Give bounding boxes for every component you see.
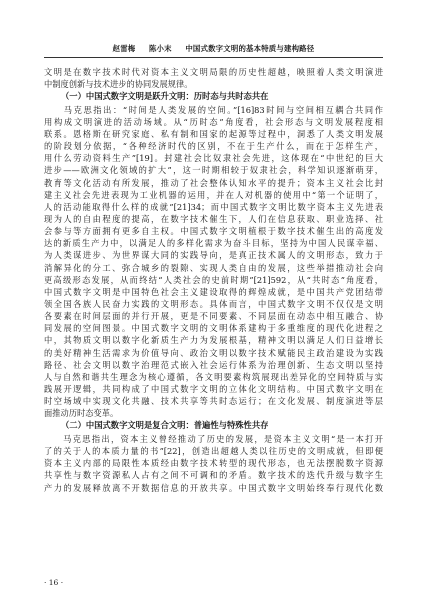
paragraph-line: 达的新质生产力中，以满足人的多样化需求为奋斗目标，坚持为中国人民谋幸福、 (44, 238, 383, 249)
page-number: · 16 · (44, 578, 64, 587)
section-heading: （二）中国式数字文明是复合文明：普遍性与特殊性共存 (61, 420, 269, 431)
paragraph-line: 面推动历时态变革。 (44, 408, 119, 419)
paragraph-line: 文明是在数字技术时代对资本主义文明局限的历史性超越，映照着人类文明演进 (44, 67, 383, 77)
paragraph-line: 中，其物质文明以数字化新质生产力为发展根基，精神文明以满足人们日益增长 (44, 335, 383, 346)
header-author-1: 赵雷梅 (112, 44, 136, 53)
paragraph-line: 马克思指出，资本主义曾经推动了历史的发展，是资本主义文明“是一本打开 (44, 433, 383, 444)
paragraph-line: 中制度创新与技术进步的协同发展规律。 (44, 79, 193, 90)
paragraph-line: 现为人的自由程度的提高，在数字技术催生下，人们在信息获取、职业选择、社 (44, 214, 383, 225)
paragraph-line: 各要素在时间层面的并行开展，更是不同要素、不同层面在动态中相互融合、协 (44, 311, 383, 322)
paragraph-line: 人的活动能取得什么样的成就”[21]34；而中国式数字文明比数字资本主义先进表 (44, 201, 383, 212)
paragraph-line: 更高级形态发展，从而终结“人类社会的史前时期”[21]592，从“共时态”角度看， (44, 274, 383, 285)
paragraph-line: 用什么劳动资料生产”[19]。封建社会比奴隶社会先进，这体现在“中世纪的巨大 (44, 153, 383, 164)
paragraph-line: 马克思指出：“时间是人类发展的空间。”[16]83时间与空间相互耦合共同作 (44, 104, 383, 115)
paragraph-line: 的美好精神生活需求为价值导向、政治文明以数字技术赋能民主政治建设为实践 (44, 347, 383, 358)
running-header (44, 43, 383, 58)
paragraph-line: 践展开逻辑，共同构成了中国式数字文明的立体化文明结构。中国式数字文明在 (44, 384, 383, 395)
header-article-title: 中国式数字文明的基本特质与建构路径 (185, 44, 315, 53)
section-heading: （一）中国式数字文明是跃升文明：历时态与共时态共在 (61, 91, 269, 102)
paragraph-line: 领全国各族人民奋力实践的文明形态。具体而言，中国式数字文明不仅仅是文明 (44, 299, 383, 310)
paragraph-line: 进步——欧洲文化领域的扩大”，这一时期相较于奴隶社会，科学知识逐渐萌芽， (44, 165, 383, 176)
paragraph-line: 中国式数字文明是中国特色社会主义建设取得的辉煌成就，是中国共产党团结带 (44, 286, 383, 297)
paragraph-line: 会参与等方面拥有更多自主权。中国式数字文明植根于数字技术催生出的高度发 (44, 226, 383, 237)
paragraph-line: 联系。恩格斯在研究家庭、私有制和国家的起源等过程中，洞悉了人类文明发展 (44, 129, 383, 140)
header-author-2: 陈小末 (148, 44, 172, 53)
paragraph-line: 共享性与数字资源私人占有之间不可调和的矛盾。数字技术的迭代升级与数字生 (44, 470, 383, 481)
paragraph-line: 为人类谋进步、为世界谋大同的实践导向，是真正技术属人的文明形态，致力于 (44, 250, 383, 261)
paragraph-line: 人与自然和谐共生理念为核心遵循，各文明要素构筑展现出差异化的空间特质与实 (44, 371, 383, 382)
paragraph-line: 建主义社会先进表现为工业机器的运用，并在人对机器的使用中“第一个证明了， (44, 189, 383, 200)
paragraph-line: 教育等文化活动有所发展，推动了社会整体认知水平的提升；资本主义社会比封 (44, 177, 383, 188)
paragraph-line: 路径、社会文明以数字治理范式嵌入社会运行体系为治理创新、生态文明以坚持 (44, 359, 383, 370)
paragraph-line: 消解异化的分工、弥合城乡的裂隙、实现人类自由的发展，这些举措推动社会向 (44, 262, 383, 273)
paragraph-line: 用构成文明演进的活动场域。从“历时态”角度看，社会形态与文明发展程度相 (44, 116, 383, 127)
paragraph-line: 时空场域中实现文化共融、技术共享等共时态运行；在文化发展、制度演进等层 (44, 396, 383, 407)
paragraph-line: 同发展的空间图景。中国式数字文明的文明体系建构于多重维度的现代化进程之 (44, 323, 383, 334)
paragraph-line: 的阶段划分依据，“各种经济时代的区别，不在于生产什么，而在于怎样生产， (44, 141, 383, 152)
article-body (44, 66, 383, 494)
paragraph-line: 了的关于人的本质力量的书”[22]，创造出超越人类以往历史的文明成就，但即便 (44, 446, 383, 457)
paragraph-line: 产力的发展释放离不开数据信息的开放共享。中国式数字文明始终奉行现代化数 (44, 482, 383, 493)
paragraph-line: 资本主义内部的局限性本质经由数字技术转型的现代形态，也无法摆脱数字资源 (44, 458, 383, 469)
